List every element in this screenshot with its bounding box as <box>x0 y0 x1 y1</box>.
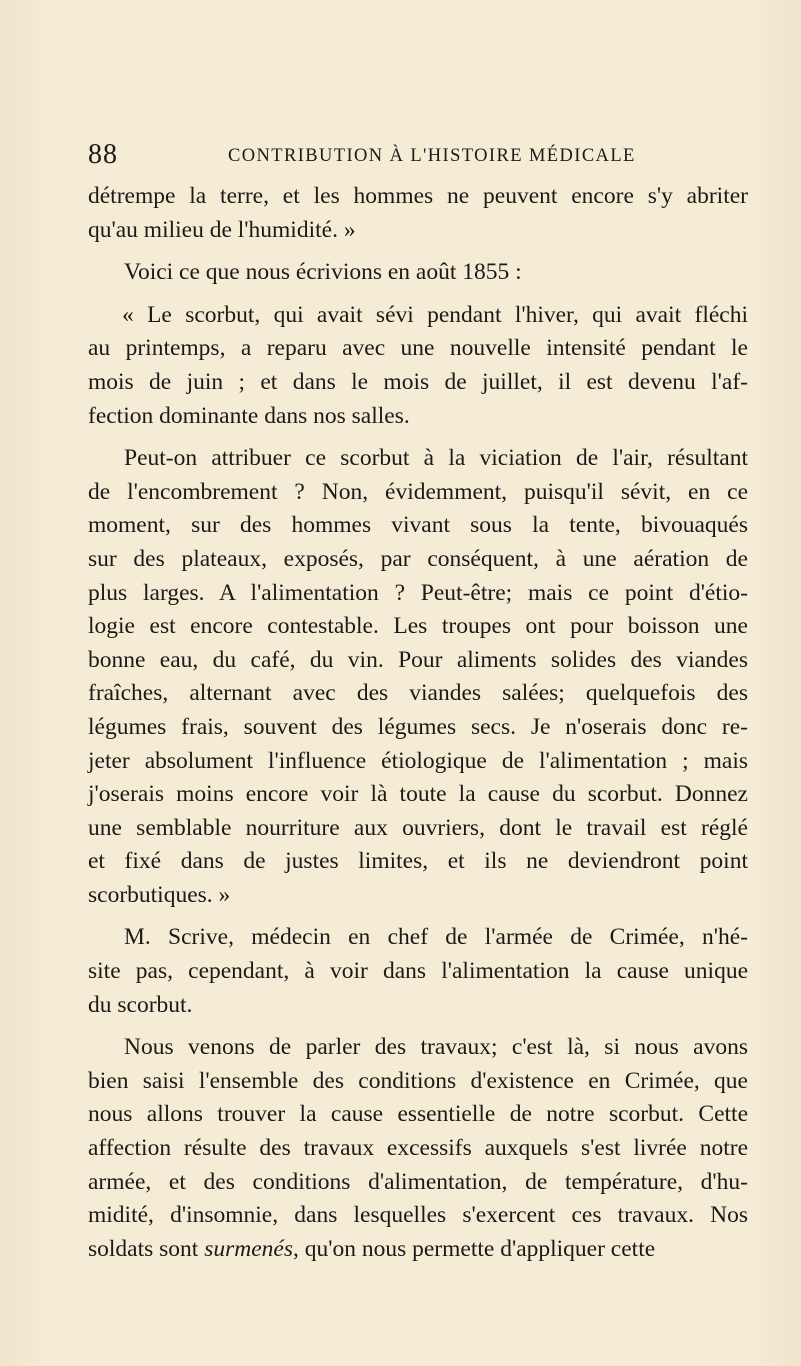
page-header <box>88 140 748 170</box>
running-title: CONTRIBUTION À L'HISTOIRE MÉDICALE <box>228 146 636 166</box>
text-line: qu'au milieu de l'humidité. » <box>88 216 356 243</box>
text-line: fraîches, alternant avec des viandes salées; quelquefois des <box>88 680 748 707</box>
text-line: armée, et des conditions d'alimentation, de température, d'hu- <box>88 1168 748 1195</box>
text-line: légumes frais, souvent des légumes secs. Je n'oserais donc re- <box>88 713 748 740</box>
text-line: scorbutiques. » <box>88 881 231 908</box>
text-line: midité, d'insomnie, dans lesquelles s'exercent ces travaux. Nos <box>88 1202 748 1229</box>
page-number: 88 <box>88 139 118 170</box>
text-line: mois de juin ; et dans le mois de juillet, il est devenu l'af- <box>88 368 748 395</box>
text-line: sur des plateaux, exposés, par conséquent, à une aération de <box>88 545 748 572</box>
text-line: nous allons trouver la cause essentielle de notre scorbut. Cette <box>88 1101 748 1128</box>
text-line: « Le scorbut, qui avait sévi pendant l'hiver, qui avait fléchi <box>122 301 748 328</box>
body-text <box>88 180 748 1266</box>
text-line: Voici ce que nous écrivions en août 1855 : <box>124 259 522 286</box>
text-line: bonne eau, du café, du vin. Pour aliments solides des viandes <box>88 646 748 673</box>
text-line: plus larges. A l'alimentation ? Peut-être; mais ce point d'étio- <box>88 579 748 606</box>
text-line: fection dominante dans nos salles. <box>88 402 410 429</box>
text-line: site pas, cependant, à voir dans l'alimentation la cause unique <box>88 958 748 985</box>
text-line: détrempe la terre, et les hommes ne peuvent encore s'y abriter <box>88 183 748 209</box>
text-line: bien saisi l'ensemble des conditions d'existence en Crimée, que <box>88 1067 748 1094</box>
text-line: de l'encombrement ? Non, évidemment, puisqu'il sévit, en ce <box>88 478 748 505</box>
text-line: j'oserais moins encore voir là toute la cause du scorbut. Donnez <box>88 781 748 808</box>
text-line: et fixé dans de justes limites, et ils ne deviendront point <box>88 848 748 875</box>
text-line: Nous venons de parler des travaux; c'est là, si nous avons <box>124 1034 748 1061</box>
italic-word: surmenés <box>204 1235 293 1262</box>
text-line: une semblable nourriture aux ouvriers, dont le travail est réglé <box>88 814 748 841</box>
text-line: affection résulte des travaux excessifs auxquels s'est livrée notre <box>88 1135 748 1162</box>
text-fragment: soldats sont <box>88 1235 199 1262</box>
text-line: moment, sur des hommes vivant sous la tente, bivouaqués <box>88 512 748 539</box>
text-line: au printemps, a reparu avec une nouvelle intensité pendant le <box>88 335 748 362</box>
text-fragment: , qu'on nous permette d'appliquer cette <box>293 1235 656 1262</box>
text-line: du scorbut. <box>88 991 193 1018</box>
text-line-last <box>88 1233 748 1267</box>
text-line: Peut-on attribuer ce scorbut à la viciation de l'air, résultant <box>124 445 748 472</box>
text-line: M. Scrive, médecin en chef de l'armée de Crimée, n'hé- <box>124 924 748 951</box>
text-line: logie est encore contestable. Les troupes ont pour boisson une <box>88 613 748 640</box>
text-line: jeter absolument l'influence étiologique de l'alimentation ; mais <box>88 747 748 774</box>
